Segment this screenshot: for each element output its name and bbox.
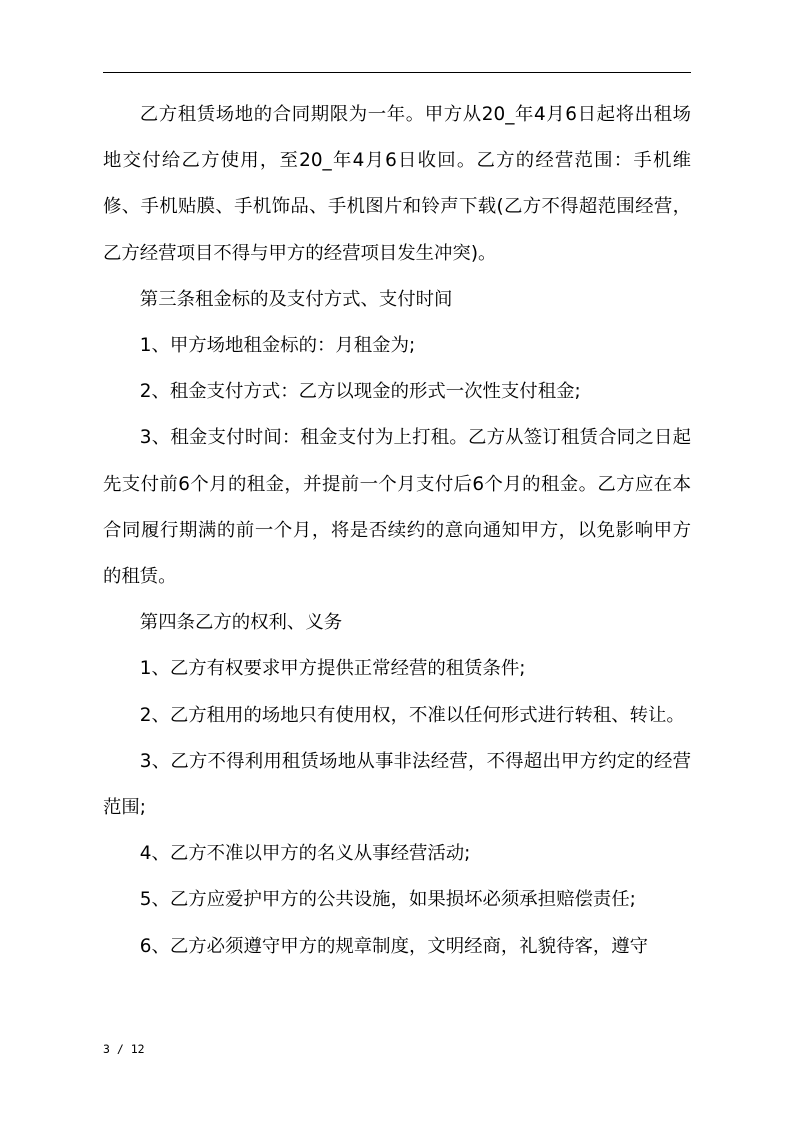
paragraph-right-4: 4、乙方不准以甲方的名义从事经营活动; — [139, 843, 471, 865]
paragraph-right-5: 5、乙方应爱护甲方的公共设施，如果损坏必须承担赔偿责任; — [139, 889, 636, 911]
paragraph-rent-amount: 1、甲方场地租金标的：月租金为; — [139, 335, 416, 357]
article-3-heading: 第三条租金标的及支付方式、支付时间 — [139, 288, 453, 310]
header-rule — [103, 72, 691, 73]
document-body — [103, 92, 691, 970]
article-4-heading: 第四条乙方的权利、义务 — [139, 612, 343, 634]
paragraph-right-1: 1、乙方有权要求甲方提供正常经营的租赁条件; — [139, 658, 526, 680]
paragraph-payment-method: 2、租金支付方式：乙方以现金的形式一次性支付租金; — [139, 381, 581, 403]
paragraph-right-2: 2、乙方租用的场地只有使用权，不准以任何形式进行转租、转让。 — [139, 704, 685, 726]
paragraph-payment-time: 3、租金支付时间：租金支付为上打租。乙方从签订租赁合同之日起先支付前6个月的租金，并提前一个月支付后6个月的租金。乙方应在本合同履行期满的前一个月，将是否续约的意向通知甲方，以免影响甲方的租赁。 — [103, 427, 691, 588]
paragraph-right-6: 6、乙方必须遵守甲方的规章制度，文明经商，礼貌待客，遵守 — [139, 935, 649, 957]
paragraph-right-3: 3、乙方不得利用租赁场地从事非法经营，不得超出甲方约定的经营范围; — [103, 750, 691, 819]
paragraph-lease-term: 乙方租赁场地的合同期限为一年。甲方从20_年4月6日起将出租场地交付给乙方使用，至20_年4月6日收回。乙方的经营范围：手机维修、手机贴膜、手机饰品、手机图片和铃声下载(乙方不得超范围经营，乙方经营项目不得与甲方的经营项目发生冲突)。 — [103, 104, 691, 264]
page-number: 3 / 12 — [103, 1042, 145, 1056]
